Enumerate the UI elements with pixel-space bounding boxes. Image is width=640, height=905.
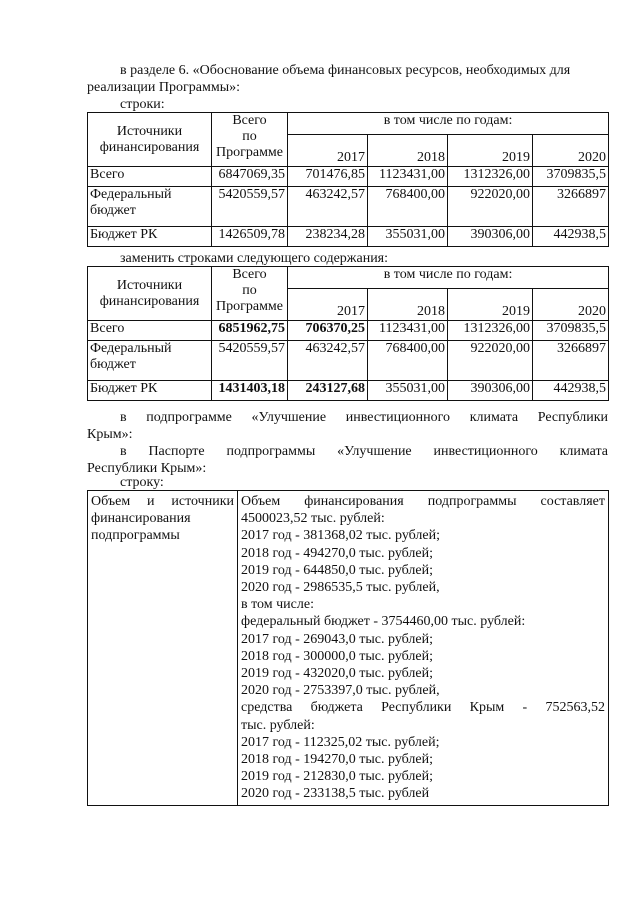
cell-2020: 442938,5 [533, 381, 609, 401]
cell-total: 1426509,78 [212, 227, 288, 247]
cell-2018: 768400,00 [368, 341, 448, 381]
table-row [88, 381, 609, 401]
header-year-2020: 2020 [533, 135, 609, 167]
subprogram-line-3: в Паспорте подпрограммы «Улучшение инвестиционного климата [120, 444, 608, 459]
header-year-2019: 2019 [448, 135, 533, 167]
financing-table-new [87, 266, 609, 401]
cell-2018: 355031,00 [368, 381, 448, 401]
cell-2017: 243127,68 [288, 381, 368, 401]
cell-2017: 706370,25 [288, 321, 368, 341]
header-years-caption: в том числе по годам: [288, 113, 609, 135]
row-label: Бюджет РК [88, 381, 212, 401]
table-row [88, 187, 609, 227]
cell-2020: 442938,5 [533, 227, 609, 247]
row-label: Федеральный бюджет [88, 341, 212, 381]
cell-total: 5420559,57 [212, 187, 288, 227]
header-year-2017: 2017 [288, 289, 368, 321]
cell-total: 1431403,18 [212, 381, 288, 401]
header-year-2019: 2019 [448, 289, 533, 321]
passport-right-cell: Объем финансирования подпрограммы составляет 4500023,52 тыс. рублей: 2017 год - 381368,02 тыс. рублей; 2018 год - 494270,0 тыс. рублей; 2019 год - 644850,0 тыс. рублей; 2020 год - 2986535,5 тыс. рублей, в том числе: федеральный бюджет - 3754460,00 тыс. рублей: 2017 год - 269043,0 тыс. рублей; 2018 год - 300000,0 тыс. рублей; 2019 год - 432020,0 тыс. рублей; 2020 год - 2753397,0 тыс. рублей, средства бюджета Республики Крым - 752563,52 тыс. рублей: 2017 год - 112325,02 тыс. рублей; 2018 год - 194270,0 тыс. рублей; 2019 год - 212830,0 тыс. рублей; 2020 год - 233138,5 тыс. рублей [238, 491, 609, 806]
row-label: Всего [88, 167, 212, 187]
table-row [88, 227, 609, 247]
cell-2020: 3266897 [533, 341, 609, 381]
subprogram-line-4: Республики Крым»: [87, 461, 207, 476]
cell-total: 6847069,35 [212, 167, 288, 187]
header-source: Источники финансирования [88, 113, 212, 167]
table-row [88, 167, 609, 187]
intro-line-2: реализации Программы»: [87, 80, 241, 95]
cell-2017: 463242,57 [288, 341, 368, 381]
table-row [88, 321, 609, 341]
cell-2019: 1312326,00 [448, 321, 533, 341]
cell-total: 5420559,57 [212, 341, 288, 381]
header-year-2018: 2018 [368, 135, 448, 167]
intro-line-1: в разделе 6. «Обоснование объема финансовых ресурсов, необходимых для [120, 63, 571, 78]
cell-2019: 1312326,00 [448, 167, 533, 187]
cell-2020: 3266897 [533, 187, 609, 227]
cell-2018: 1123431,00 [368, 321, 448, 341]
header-source: Источники финансирования [88, 267, 212, 321]
replace-caption: заменить строками следующего содержания: [120, 251, 389, 266]
cell-2017: 238234,28 [288, 227, 368, 247]
subprogram-line-5: строку: [120, 475, 164, 490]
cell-2018: 355031,00 [368, 227, 448, 247]
cell-total: 6851962,75 [212, 321, 288, 341]
cell-2020: 3709835,5 [533, 321, 609, 341]
cell-2018: 1123431,00 [368, 167, 448, 187]
cell-2017: 701476,85 [288, 167, 368, 187]
header-year-2018: 2018 [368, 289, 448, 321]
cell-2019: 390306,00 [448, 381, 533, 401]
passport-left-cell: Объем и источники финансирования подпрограммы [88, 491, 238, 806]
subprogram-line-2: Крым»: [87, 427, 133, 442]
passport-table [87, 490, 609, 806]
intro-line-3: строки: [120, 97, 165, 112]
cell-2017: 463242,57 [288, 187, 368, 227]
header-total: Всего по Программе [212, 113, 288, 167]
header-years-caption: в том числе по годам: [288, 267, 609, 289]
cell-2020: 3709835,5 [533, 167, 609, 187]
header-total: Всего по Программе [212, 267, 288, 321]
cell-2018: 768400,00 [368, 187, 448, 227]
row-label: Федеральный бюджет [88, 187, 212, 227]
table-row [88, 341, 609, 381]
financing-table-old [87, 112, 609, 247]
subprogram-line-1: в подпрограмме «Улучшение инвестиционного климата Республики [120, 410, 608, 425]
row-label: Всего [88, 321, 212, 341]
row-label: Бюджет РК [88, 227, 212, 247]
cell-2019: 922020,00 [448, 341, 533, 381]
cell-2019: 922020,00 [448, 187, 533, 227]
header-year-2017: 2017 [288, 135, 368, 167]
cell-2019: 390306,00 [448, 227, 533, 247]
header-year-2020: 2020 [533, 289, 609, 321]
